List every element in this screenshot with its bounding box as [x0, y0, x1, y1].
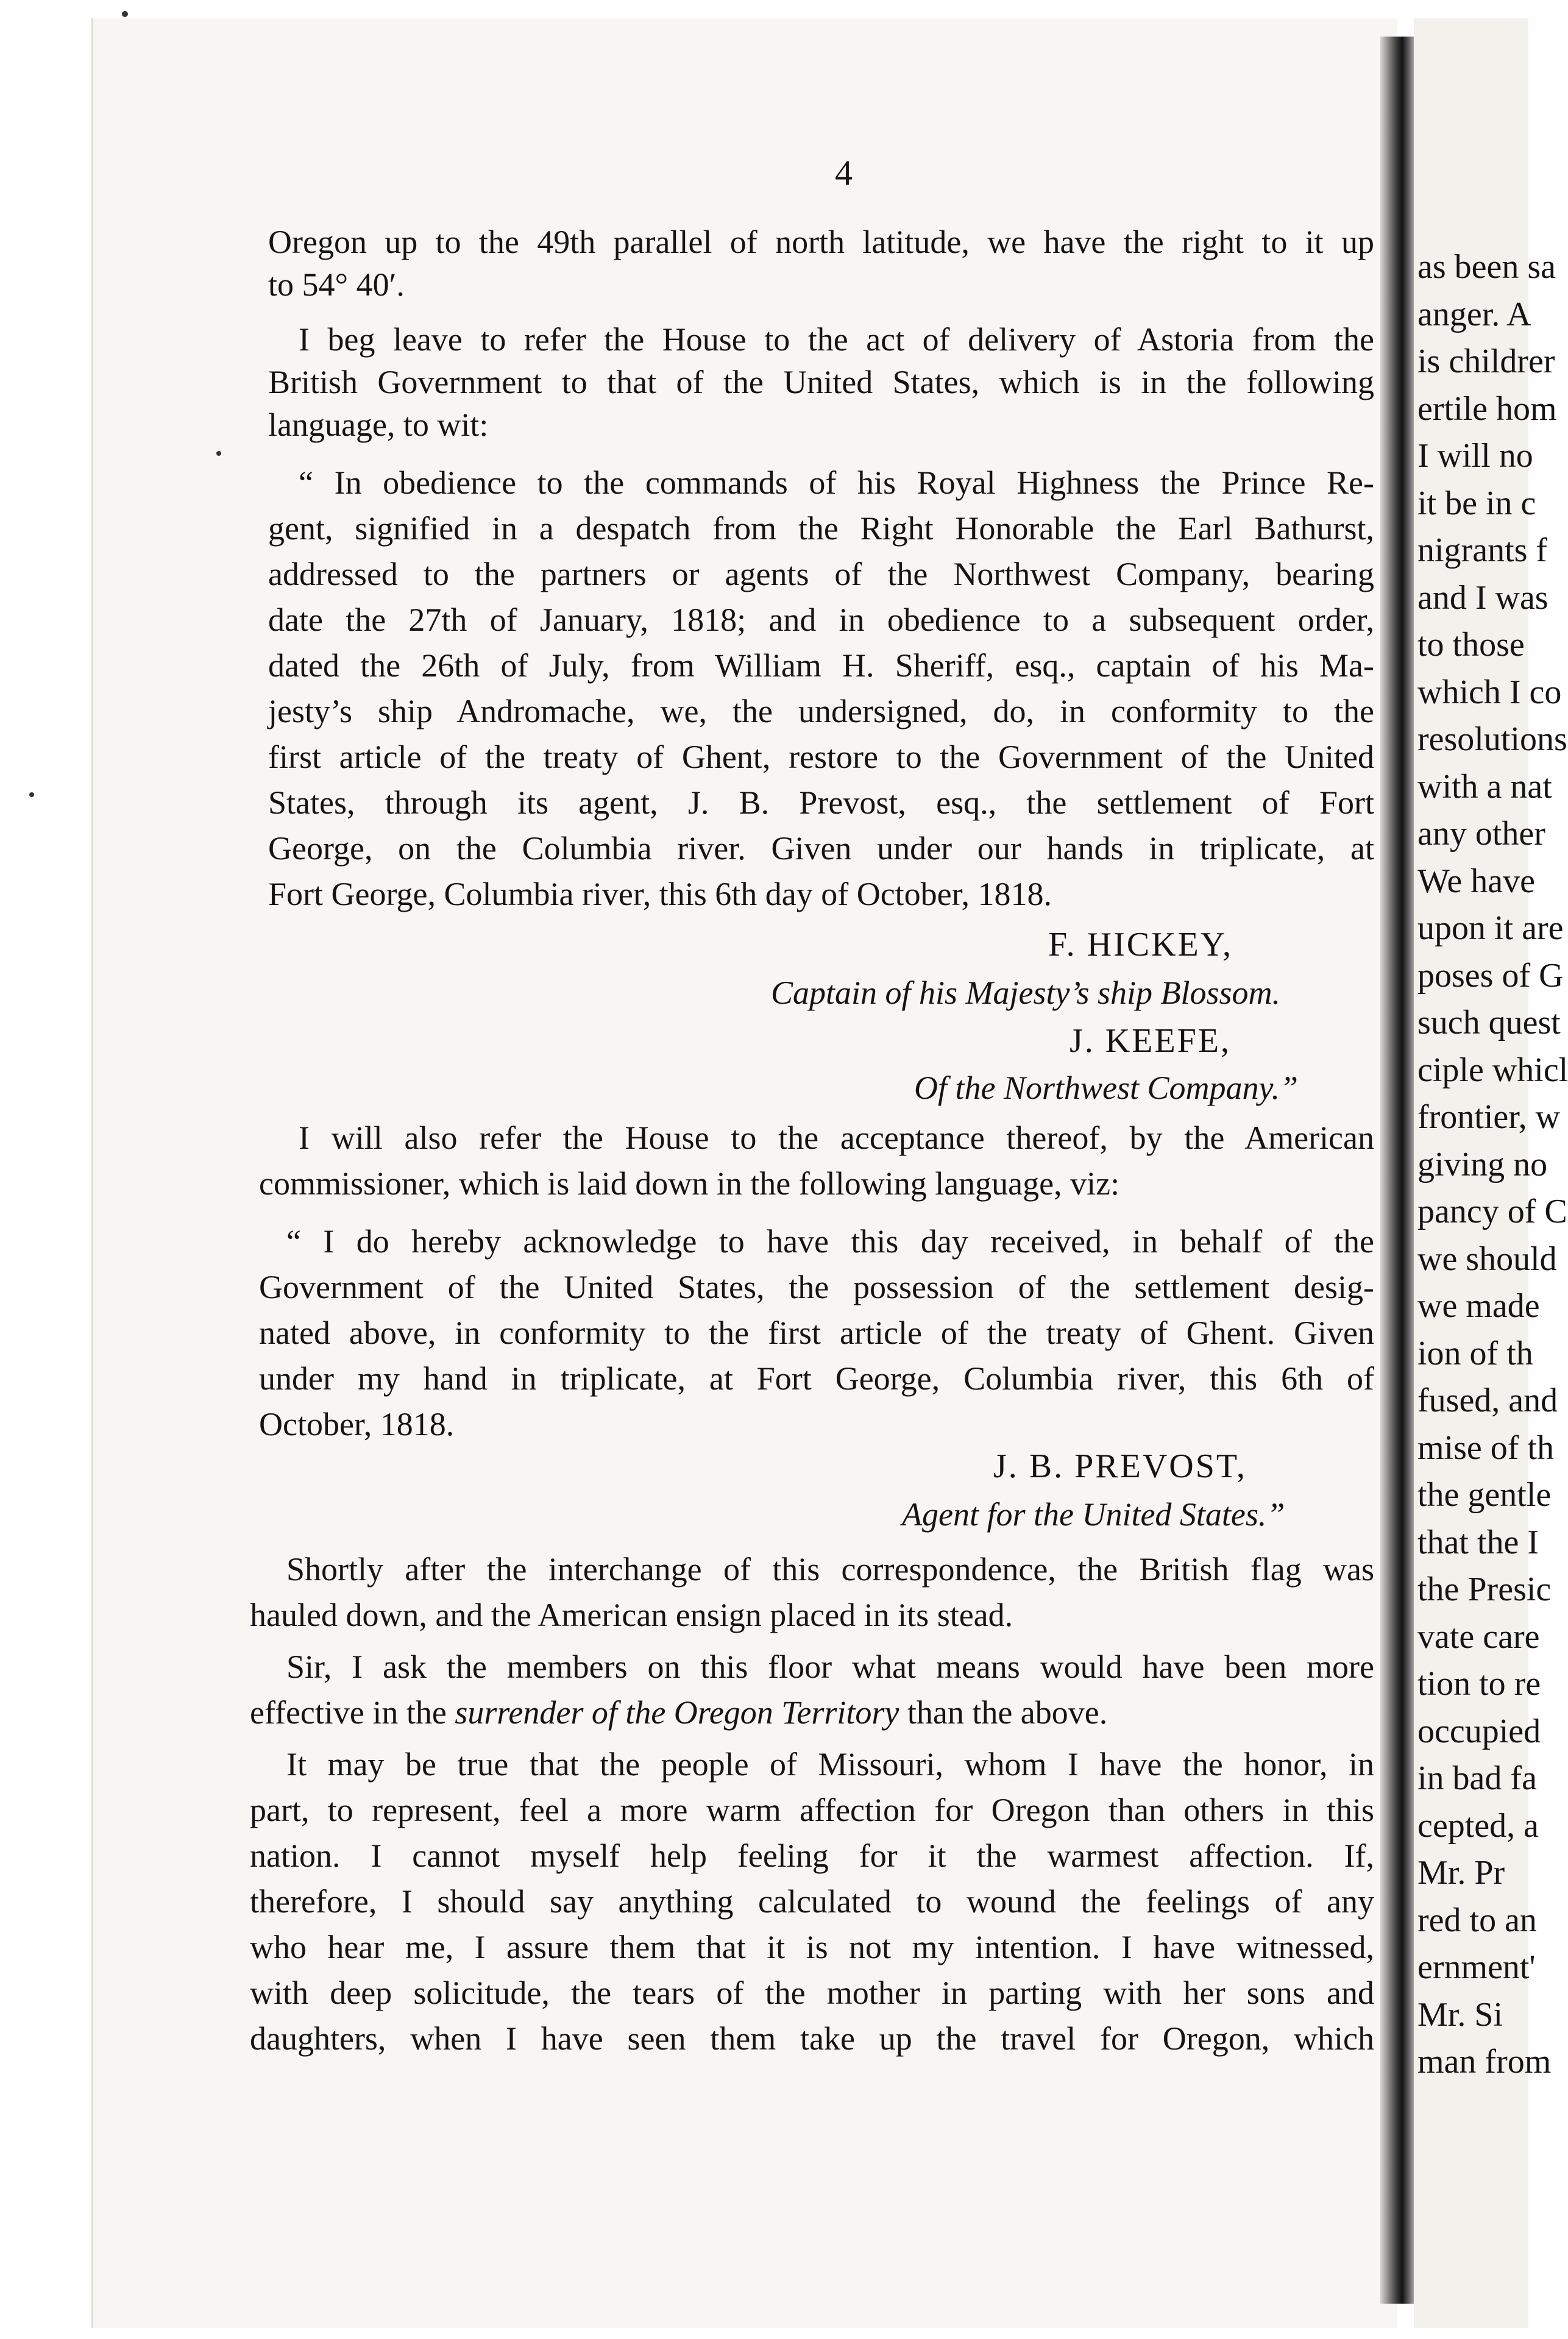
body-line: part, to represent, feel a more warm affection for Oregon than others in this [250, 1792, 1374, 1828]
quote-line: date the 27th of January, 1818; and in obedience to a subsequent order, [268, 602, 1374, 638]
body-line: who hear me, I assure them that it is not my intention. I have witnessed, [250, 1929, 1374, 1965]
quote-line: George, on the Columbia river. Given under our hands in triplicate, at [268, 830, 1374, 867]
body-line-with-italic [250, 1696, 1356, 1729]
facing-page-line: that the I [1417, 1523, 1539, 1561]
facing-page-line: to those [1417, 626, 1525, 664]
italic-phrase: surrender of the Oregon Territory [455, 1694, 899, 1731]
body-line: It may be true that the people of Missouri, whom I have the honor, in [286, 1746, 1374, 1783]
quote-line: October, 1818. [259, 1406, 455, 1443]
quote-line: nated above, in conformity to the first article of the treaty of Ghent. Given [259, 1315, 1374, 1351]
quote-line: “ In obedience to the commands of his Royal Highness the Prince Re- [299, 464, 1374, 501]
page-body [250, 140, 1374, 2090]
body-line: Oregon up to the 49th parallel of north latitude, we have the right to it up [268, 224, 1374, 260]
facing-page-line: which I co [1417, 673, 1562, 711]
facing-page-line: ernment' [1417, 1948, 1536, 1986]
facing-page-line: tion to re [1417, 1665, 1541, 1703]
body-line: hauled down, and the American ensign placed in its stead. [250, 1597, 1013, 1633]
quote-line: first article of the treaty of Ghent, restore to the Government of the United [268, 739, 1374, 775]
quote-line: gent, signified in a despatch from the Right Honorable the Earl Bathurst, [268, 510, 1374, 547]
facing-page-line: vate care [1417, 1617, 1540, 1656]
facing-page-line: in bad fa [1417, 1759, 1537, 1797]
facing-page-line: nigrants f [1417, 531, 1548, 569]
quote-line: Government of the United States, the possession of the settlement desig- [259, 1269, 1374, 1305]
facing-page-line: anger. A [1417, 295, 1531, 333]
signatory-name: F. HICKEY, [1048, 926, 1233, 964]
facing-page-line: man from [1417, 2043, 1552, 2081]
quote-line: under my hand in triplicate, at Fort George, Columbia river, this 6th of [259, 1360, 1374, 1397]
facing-page-line: Mr. Si [1417, 1995, 1503, 2034]
facing-page-line: ciple whicl [1417, 1051, 1568, 1089]
facing-page-line: ion of th [1417, 1334, 1533, 1372]
facing-page-line: with a nat [1417, 767, 1552, 806]
body-line: Shortly after the interchange of this correspondence, the British flag was [286, 1551, 1374, 1588]
quote-line: dated the 26th of July, from William H. Sheriff, esq., captain of his Ma- [268, 647, 1374, 684]
facing-page-line: the Presic [1417, 1571, 1552, 1608]
facing-page [1414, 18, 1568, 2328]
book-binding-gutter [1380, 37, 1417, 2304]
facing-page-line: occupied [1417, 1712, 1541, 1750]
quote-line: “ I do hereby acknowledge to have this day received, in behalf of the [286, 1223, 1374, 1260]
facing-page-line: pancy of C [1417, 1193, 1567, 1230]
facing-page-line: such quest [1417, 1004, 1561, 1042]
body-line: commissioner, which is laid down in the following language, viz: [259, 1165, 1120, 1202]
body-line: Sir, I ask the members on this floor what means would have been more [286, 1649, 1374, 1685]
body-line: to 54° 40′. [268, 266, 405, 303]
quote-line: addressed to the partners or agents of the Northwest Company, bearing [268, 556, 1374, 592]
facing-page-line: it be in c [1417, 484, 1536, 522]
body-line: I beg leave to refer the House to the act of delivery of Astoria from the [299, 321, 1374, 358]
facing-page-line: red to an [1417, 1901, 1537, 1939]
body-line: nation. I cannot myself help feeling for it the warmest affection. If, [250, 1837, 1374, 1874]
text-run: than the above. [899, 1694, 1108, 1731]
facing-page-line: any other [1417, 815, 1545, 853]
signatory-title: Of the Northwest Company.” [914, 1070, 1299, 1106]
facing-page-line: fused, and [1417, 1382, 1558, 1419]
facing-page-line: we should [1417, 1240, 1557, 1278]
facing-page-line: poses of G [1417, 956, 1564, 995]
signatory-title: Agent for the United States.” [902, 1496, 1285, 1533]
facing-page-line: as been sa [1417, 248, 1556, 286]
facing-page-line: resolutions [1417, 720, 1567, 758]
signatory-name: J. KEEFE, [1070, 1022, 1231, 1060]
ink-speck [216, 451, 221, 456]
body-line: with deep solicitude, the tears of the mother in parting with her sons and [250, 1975, 1374, 2011]
facing-page-line: mise of th [1417, 1429, 1554, 1467]
quote-line: States, through its agent, J. B. Prevost, esq., the settlement of Fort [268, 784, 1374, 821]
facing-page-line: We have [1417, 862, 1535, 900]
text-run: effective in the [250, 1694, 455, 1731]
body-line: therefore, I should say anything calculated to wound the feelings of any [250, 1883, 1374, 1920]
signatory-name: J. B. PREVOST, [993, 1447, 1247, 1485]
facing-page-line: cepted, a [1417, 1806, 1539, 1845]
quote-line: Fort George, Columbia river, this 6th day of October, 1818. [268, 876, 1052, 912]
body-line: daughters, when I have seen them take up the travel for Oregon, which [250, 2020, 1374, 2057]
facing-page-line: the gentle [1417, 1476, 1552, 1514]
ink-speck [122, 11, 128, 17]
page-number: 4 [835, 153, 853, 193]
body-line: I will also refer the House to the acceptance thereof, by the American [299, 1120, 1374, 1156]
facing-page-line: I will no [1417, 437, 1533, 475]
body-line: British Government to that of the United States, which is in the following [268, 364, 1374, 400]
facing-page-line: is childrer [1417, 343, 1555, 380]
facing-page-line: we made [1417, 1287, 1540, 1325]
facing-page-line: and I was [1417, 578, 1548, 617]
facing-page-line: frontier, w [1417, 1098, 1561, 1136]
facing-page-line: ertile hom [1417, 389, 1557, 428]
facing-page-line: giving no [1417, 1145, 1548, 1184]
ink-speck [29, 792, 34, 797]
quote-line: jesty’s ship Andromache, we, the undersigned, do, in conformity to the [268, 693, 1374, 729]
facing-page-line: Mr. Pr [1417, 1854, 1505, 1892]
signatory-title: Captain of his Majesty’s ship Blossom. [771, 974, 1281, 1011]
facing-page-line: upon it are [1417, 909, 1564, 947]
body-line: language, to wit: [268, 406, 489, 443]
